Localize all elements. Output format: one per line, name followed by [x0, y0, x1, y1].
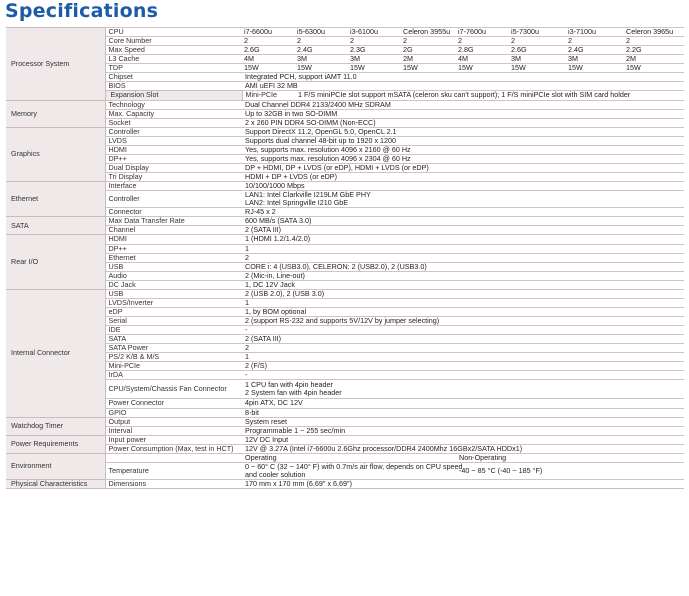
spec-label: Mini-PCIe	[105, 362, 242, 371]
spec-label: TDP	[105, 64, 242, 73]
spec-value: 600 MB/s (SATA 3.0)	[242, 217, 684, 226]
spec-value: 2 (SATA III)	[242, 226, 684, 235]
internal-row	[6, 399, 684, 408]
internal-row	[6, 317, 684, 326]
cpu-model-cell: i3-7100u	[566, 28, 624, 37]
spec-label: HDMI	[105, 145, 242, 154]
spec-label: CPU	[105, 28, 242, 37]
spec-value: 15W	[401, 64, 456, 73]
section-label: Internal Connector	[6, 289, 105, 417]
internal-row	[6, 353, 684, 362]
spec-label: Power Consumption (Max, test in HCT)	[105, 444, 242, 453]
environment-row	[6, 462, 684, 479]
spec-value: Supports dual channel 48-bit up to 1920 x 1200	[242, 136, 684, 145]
spec-value: 2	[566, 37, 624, 46]
spec-value: 15W	[566, 64, 624, 73]
spec-value: 4pin ATX, DC 12V	[242, 399, 684, 408]
rear-io-row	[6, 271, 684, 280]
cpu-model-cell: i5-6300u	[295, 28, 348, 37]
spec-value: -	[242, 326, 684, 335]
cpu-model-cell: Celeron 3965u	[624, 28, 684, 37]
spec-value: 1 F/S miniPCIe slot support mSATA (celeron sku can't support); 1 F/S miniPCIe slot with SIM card holder	[295, 91, 684, 100]
spec-value: 15W	[348, 64, 401, 73]
spec-value: 2	[456, 37, 509, 46]
temp-line: and cooler solution	[245, 469, 306, 479]
spec-value: 2M	[624, 55, 684, 64]
graphics-row	[6, 136, 684, 145]
temp-line: 0 ~ 60° C (32 ~ 140° F) with 0.7m/s air flow, depends on CPU speed	[245, 461, 463, 471]
spec-label: Max Speed	[105, 46, 242, 55]
spec-value: Yes, supports max. resolution 4096 x 2160 @ 60 Hz	[242, 145, 684, 154]
spec-label: LVDS/Inverter	[105, 298, 242, 307]
rear-io-row	[6, 253, 684, 262]
spec-value: 2	[401, 37, 456, 46]
spec-value	[242, 380, 684, 399]
spec-label: IDE	[105, 326, 242, 335]
spec-value: 2.4G	[566, 46, 624, 55]
internal-row	[6, 408, 684, 417]
spec-label: Controller	[105, 127, 242, 136]
memory-row	[6, 109, 684, 118]
spec-value: 15W	[242, 64, 295, 73]
spec-value: 3M	[509, 55, 566, 64]
section-label: Graphics	[6, 127, 105, 181]
spec-label: Mini-PCIe	[242, 91, 295, 100]
expansion-row	[6, 91, 684, 100]
spec-label: Connector	[105, 208, 242, 217]
spec-label: L3 Cache	[105, 55, 242, 64]
specifications-table	[6, 27, 684, 489]
spec-value: AMI uEFI 32 MB	[242, 82, 684, 91]
rear-io-row	[6, 244, 684, 253]
spec-value: 12V @ 3.27A (Intel i7-6600u 2.6Ghz processor/DDR4 2400Mhz 16GBx2/SATA HDDx1)	[242, 444, 684, 453]
spec-value: 4M	[456, 55, 509, 64]
sata-row	[6, 226, 684, 235]
spec-value: Integrated PCH, support iAMT 11.0	[242, 73, 684, 82]
graphics-row	[6, 173, 684, 182]
page-title: Specifications	[5, 0, 159, 22]
cpu-model-cell: i5-7300u	[509, 28, 566, 37]
non-operating-header: Non-Operating	[456, 453, 684, 462]
spec-value: 3M	[566, 55, 624, 64]
spec-value: 1	[242, 244, 684, 253]
spec-label: LVDS	[105, 136, 242, 145]
watchdog-row	[6, 417, 684, 426]
spec-value: DP + HDMI, DP + LVDS (or eDP), HDMI + LVDS (or eDP)	[242, 163, 684, 172]
spec-value: 1, DC 12V Jack	[242, 280, 684, 289]
spec-value: HDMI + DP + LVDS (or eDP)	[242, 173, 684, 182]
spec-label: Technology	[105, 100, 242, 109]
spec-value: 8-bit	[242, 408, 684, 417]
ethernet-row	[6, 208, 684, 217]
spec-value: 1 (HDMI 1.2/1.4/2.0)	[242, 235, 684, 244]
spec-label: PS/2 K/B & M/S	[105, 353, 242, 362]
spec-label: eDP	[105, 307, 242, 316]
temp-operating	[242, 461, 463, 479]
section-label: Watchdog Timer	[6, 417, 105, 435]
spec-value: 2	[242, 253, 684, 262]
spec-label: Dual Display	[105, 163, 242, 172]
spec-label: Interface	[105, 182, 242, 191]
internal-row	[6, 362, 684, 371]
spec-label: DP++	[105, 154, 242, 163]
internal-row	[6, 344, 684, 353]
internal-row	[6, 371, 684, 380]
spec-label: CPU/System/Chassis Fan Connector	[105, 380, 242, 399]
spec-label: Power Connector	[105, 399, 242, 408]
spec-label: Max. Capacity	[105, 109, 242, 118]
spec-label: BIOS	[105, 82, 242, 91]
cpu-model-cell: i7-7600u	[456, 28, 509, 37]
spec-value: 2 (SATA III)	[242, 335, 684, 344]
spec-value: Support DirectX 11.2, OpenGL 5.0, OpenCL 2.1	[242, 127, 684, 136]
spec-value: 2.4G	[295, 46, 348, 55]
spec-label: Serial	[105, 317, 242, 326]
spec-label: Output	[105, 417, 242, 426]
spec-value: Programmable 1 ~ 255 sec/min	[242, 426, 684, 435]
spec-value: 4M	[242, 55, 295, 64]
controller-line: LAN1: Intel Clarkville I219LM GbE PHY	[245, 190, 371, 200]
spec-label: HDMI	[105, 235, 242, 244]
spec-value: 2	[509, 37, 566, 46]
section-label: Expansion Slot	[105, 91, 242, 100]
spec-label: Ethernet	[105, 253, 242, 262]
processor-cpu-row	[6, 28, 684, 37]
processor-row	[6, 46, 684, 55]
spec-label: USB	[105, 262, 242, 271]
section-label: SATA	[6, 217, 105, 235]
graphics-row	[6, 163, 684, 172]
spec-value: 10/100/1000 Mbps	[242, 182, 684, 191]
spec-value: 15W	[295, 64, 348, 73]
spec-value: 12V DC Input	[242, 435, 684, 444]
internal-row	[6, 289, 684, 298]
spec-value	[242, 191, 684, 208]
spec-label: DC Jack	[105, 280, 242, 289]
spec-label: Audio	[105, 271, 242, 280]
spec-value: Dual Channel DDR4 2133/2400 MHz SDRAM	[242, 100, 684, 109]
spec-value: 2 (F/S)	[242, 362, 684, 371]
spec-value: 15W	[624, 64, 684, 73]
internal-row	[6, 298, 684, 307]
spec-label: Interval	[105, 426, 242, 435]
spec-value: 1	[242, 353, 684, 362]
spec-label: Chipset	[105, 73, 242, 82]
spec-value: 2	[624, 37, 684, 46]
spec-value: 2 (Mic-in, Line-out)	[242, 271, 684, 280]
spec-value: CORE i: 4 (USB3.0), CELERON: 2 (USB2.0), 2 (USB3.0)	[242, 262, 684, 271]
cpu-model-cell: i3-6100u	[348, 28, 401, 37]
spec-value: 2	[348, 37, 401, 46]
spec-value: 3M	[348, 55, 401, 64]
memory-row	[6, 118, 684, 127]
graphics-row	[6, 127, 684, 136]
spec-label: Input power	[105, 435, 242, 444]
spec-value: 2.6G	[242, 46, 295, 55]
spec-value: Yes, supports max. resolution 4096 x 2304 @ 60 Hz	[242, 154, 684, 163]
spec-label: GPIO	[105, 408, 242, 417]
temp-non-operating: -40 ~ 85 °C (-40 ~ 185 °F)	[456, 462, 684, 479]
spec-label: SATA Power	[105, 344, 242, 353]
ethernet-row	[6, 191, 684, 208]
spec-value: 2.2G	[624, 46, 684, 55]
spec-value: 15W	[456, 64, 509, 73]
cpu-model-cell: Celeron 3955u	[401, 28, 456, 37]
spec-label: Controller	[105, 191, 242, 208]
fan-line: 1 CPU fan with 4pin header	[245, 380, 333, 390]
internal-row	[6, 335, 684, 344]
spec-label: Tri Display	[105, 173, 242, 182]
power-row	[6, 444, 684, 453]
power-row	[6, 435, 684, 444]
rear-io-row	[6, 280, 684, 289]
section-label: Environment	[6, 453, 105, 479]
spec-value: 2 (USB 2.0), 2 (USB 3.0)	[242, 289, 684, 298]
cpu-model-cell: i7-6600u	[242, 28, 295, 37]
spec-label: SATA	[105, 335, 242, 344]
watchdog-row	[6, 426, 684, 435]
spec-value: 2.3G	[348, 46, 401, 55]
spec-value: 2G	[401, 46, 456, 55]
spec-value: 170 mm x 170 mm (6.69" x 6.69")	[242, 480, 684, 489]
spec-value: 2.6G	[509, 46, 566, 55]
rear-io-row	[6, 235, 684, 244]
section-label: Physical Characteristics	[6, 480, 105, 489]
spec-label: IrDA	[105, 371, 242, 380]
spec-label: Core Number	[105, 37, 242, 46]
spec-value: 2 x 260 PIN DDR4 SO-DIMM (Non-ECC)	[242, 118, 684, 127]
spec-value: 3M	[295, 55, 348, 64]
spec-value: -	[242, 371, 684, 380]
physical-row	[6, 480, 684, 489]
sata-row	[6, 217, 684, 226]
section-label: Power Requirements	[6, 435, 105, 453]
spec-value: 2.8G	[456, 46, 509, 55]
fan-line: 2 System fan with 4pin header	[245, 388, 342, 398]
spec-label: USB	[105, 289, 242, 298]
spec-value: 2 (support RS-232 and supports 5V/12V by jumper selecting)	[242, 317, 684, 326]
controller-line: LAN2: Intel Springville I210 GbE	[245, 198, 349, 208]
spec-value: 2M	[401, 55, 456, 64]
spec-value: 2	[295, 37, 348, 46]
spec-label: DP++	[105, 244, 242, 253]
spec-label: Socket	[105, 118, 242, 127]
spec-value: 2	[242, 37, 295, 46]
spec-label: Channel	[105, 226, 242, 235]
spec-label	[105, 453, 242, 462]
spec-label: Max Data Transfer Rate	[105, 217, 242, 226]
internal-row	[6, 380, 684, 399]
spec-label: Dimensions	[105, 480, 242, 489]
section-label: Memory	[6, 100, 105, 127]
spec-value: 1, by BOM optional	[242, 307, 684, 316]
spec-value: 2	[242, 344, 684, 353]
memory-row	[6, 100, 684, 109]
rear-io-row	[6, 262, 684, 271]
spec-value: Up to 32GB in two SO-DIMM	[242, 109, 684, 118]
spec-value: System reset	[242, 417, 684, 426]
section-label: Processor System	[6, 28, 105, 101]
spec-value: 15W	[509, 64, 566, 73]
internal-row	[6, 326, 684, 335]
operating-header: Operating	[242, 453, 456, 462]
section-label: Ethernet	[6, 182, 105, 217]
spec-value: RJ-45 x 2	[242, 208, 684, 217]
spec-value: 1	[242, 298, 684, 307]
processor-row	[6, 73, 684, 82]
spec-label: Temperature	[105, 462, 242, 479]
section-label: Rear I/O	[6, 235, 105, 289]
